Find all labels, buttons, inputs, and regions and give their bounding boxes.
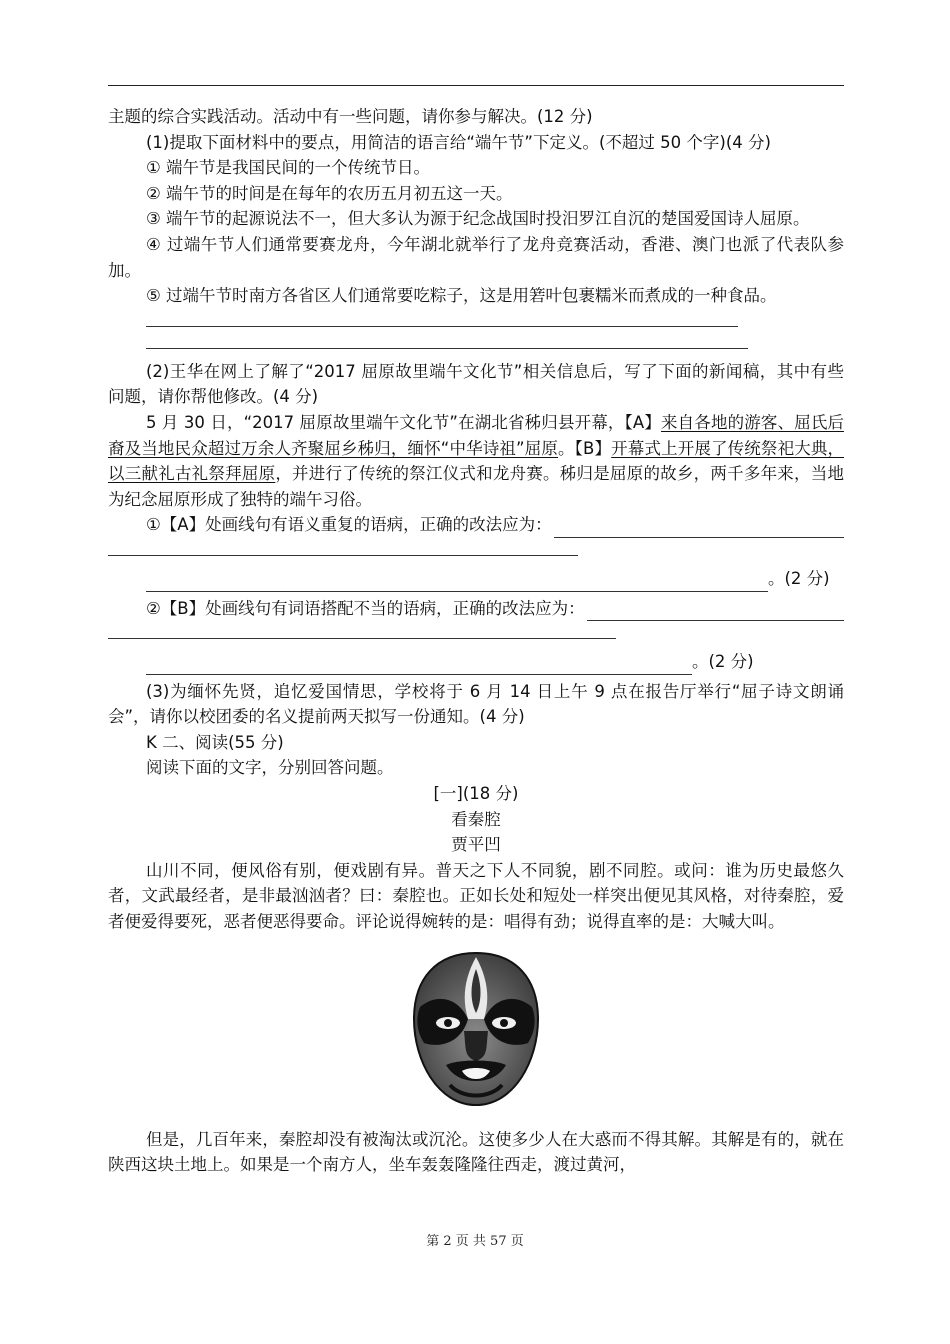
answer-line[interactable] bbox=[108, 621, 844, 643]
answer-line[interactable] bbox=[108, 331, 844, 353]
reading-instruction: 阅读下面的文字，分别回答问题。 bbox=[146, 758, 394, 778]
passage-paragraph: 山川不同，便风俗有别，便戏剧有异。普天之下人不同貌，剧不同腔。或问：谁为历史最悠久者，文武最经者，是非最汹汹者？曰：秦腔也。正如长处和短处一样突出便见其风格，对待秦腔，爱者便爱得要死，恶者便恶得要命。评论说得婉转的是：唱得有劲；说得直率的是：大喊大叫。 bbox=[108, 860, 844, 932]
question-2b bbox=[108, 596, 844, 622]
news-text: 。【B】 bbox=[558, 438, 612, 458]
material-5: ⑤ 过端午节时南方各省区人们通常要吃粽子，这是用箬叶包裹糯米而煮成的一种食品。 bbox=[146, 286, 777, 306]
question-2a bbox=[108, 512, 844, 538]
passage-part: [一](18 分) bbox=[433, 784, 519, 804]
material-3: ③ 端午节的起源说法不一，但大多认为源于纪念战国时投汨罗江自沉的楚国爱国诗人屈原。 bbox=[146, 209, 810, 229]
underlined-sentence-b: 开幕式上开展了传统祭祀大典，以三献礼古礼祭拜屈原 bbox=[108, 438, 844, 484]
opera-mask-image bbox=[108, 949, 844, 1109]
question-1: (1)提取下面材料中的要点，用简洁的语言给“端午节”下定义。(不超过 50 个字)(4 分) bbox=[146, 132, 771, 152]
page-footer: 第 2 页 共 57 页 bbox=[426, 1234, 524, 1249]
answer-line[interactable] bbox=[146, 573, 768, 592]
score-note: 。(2 分) bbox=[692, 652, 754, 672]
answer-line[interactable] bbox=[587, 602, 844, 621]
section-intro: 主题的综合实践活动。活动中有一些问题，请你参与解决。(12 分) bbox=[108, 107, 593, 126]
section-title: K 二、阅读(55 分) bbox=[146, 732, 284, 752]
passage-title: 看秦腔 bbox=[451, 809, 501, 829]
passage-author: 贾平凹 bbox=[451, 835, 501, 855]
question-2: (2)王华在网上了解了“2017 屈原故里端午文化节”相关信息后，写了下面的新闻稿，其中有些问题，请你帮他修改。(4 分) bbox=[108, 361, 844, 407]
opera-mask-icon bbox=[406, 949, 546, 1109]
answer-line[interactable] bbox=[108, 309, 844, 331]
passage-paragraph: 但是，几百年来，秦腔却没有被淘汰或沉沦。这使多少人在大惑而不得其解。其解是有的，就在陕西这块土地上。如果是一个南方人，坐车轰轰隆隆往西走，渡过黄河， bbox=[108, 1129, 844, 1175]
score-note: 。(2 分) bbox=[768, 568, 830, 588]
answer-line-end bbox=[108, 649, 844, 675]
question-2a-text: ①【A】处画线句有语义重复的语病，正确的改法应为： bbox=[146, 515, 552, 535]
material-2: ② 端午节的时间是在每年的农历五月初五这一天。 bbox=[146, 183, 513, 203]
news-draft bbox=[108, 410, 844, 512]
material-1: ① 端午节是我国民间的一个传统节日。 bbox=[146, 158, 431, 178]
question-3: (3)为缅怀先贤，追忆爱国情思，学校将于 6 月 14 日上午 9 点在报告厅举行“屈子诗文朗诵会”，请你以校团委的名义提前两天拟写一份通知。(4 分) bbox=[108, 681, 844, 727]
material-4: ④ 过端午节人们通常要赛龙舟，今年湖北就举行了龙舟竞赛活动，香港、澳门也派了代表队参加。 bbox=[108, 234, 844, 280]
news-text: ，并进行了传统的祭江仪式和龙舟赛。秭归是屈原的故乡，两千多年来，当地为纪念屈原形成了独特的端午习俗。 bbox=[108, 464, 845, 509]
answer-line[interactable] bbox=[146, 656, 692, 675]
answer-line[interactable] bbox=[554, 519, 844, 538]
answer-line-end bbox=[108, 566, 844, 592]
underlined-sentence-a: 来自各地的游客、屈氏后裔及当地民众超过万余人齐聚屈乡秭归，缅怀“中华诗祖”屈原 bbox=[108, 412, 844, 458]
question-2b-text: ②【B】处画线句有词语搭配不当的语病，正确的改法应为： bbox=[146, 598, 585, 618]
header-rule bbox=[108, 85, 844, 86]
news-text: 5 月 30 日，“2017 屈原故里端午文化节”在湖北省秭归县开幕，【A】 bbox=[146, 412, 662, 432]
answer-line[interactable] bbox=[108, 538, 844, 560]
document-body bbox=[108, 104, 844, 1178]
